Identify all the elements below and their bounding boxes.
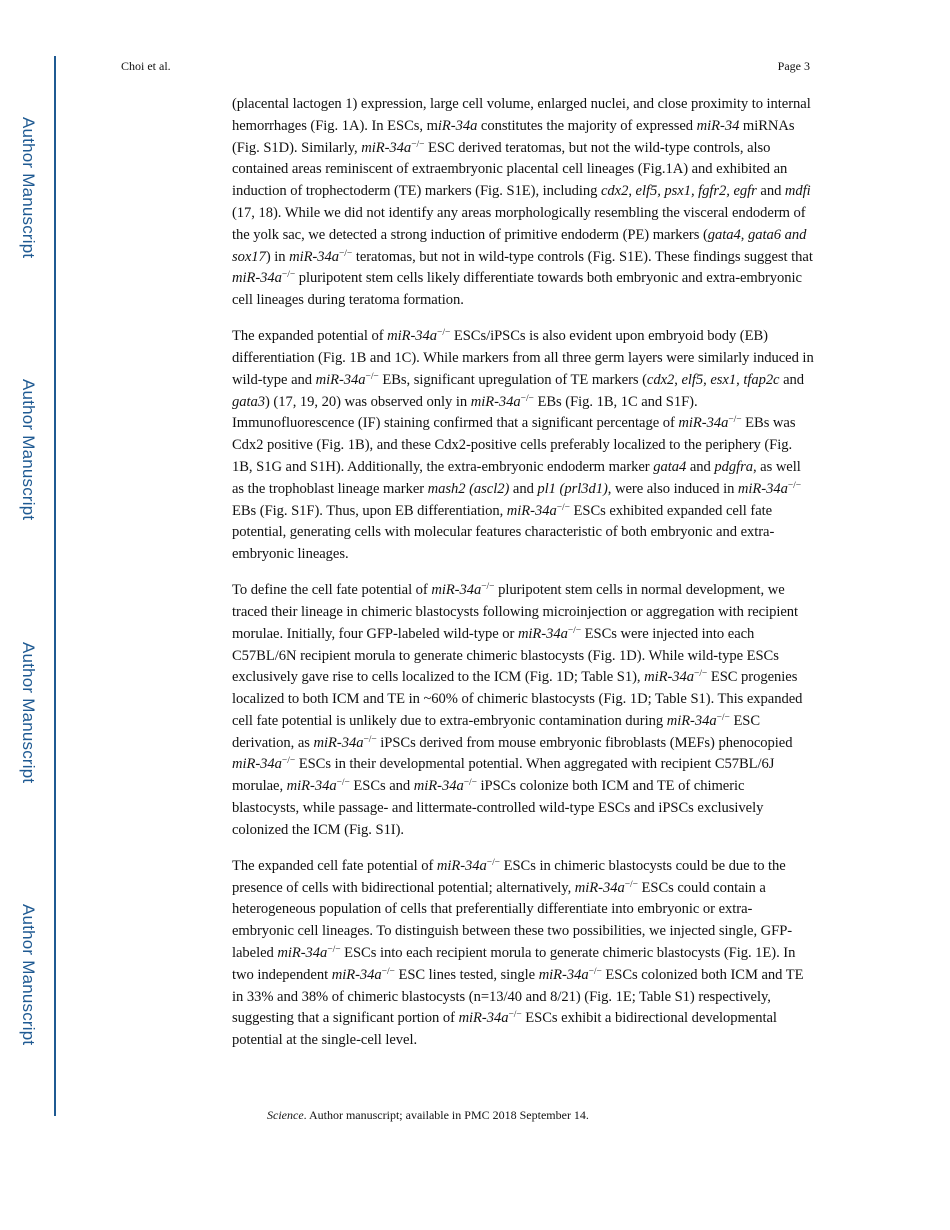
italic-term: mdfi [784,183,811,200]
italic-term: elf5 [681,371,704,388]
text-run: , [736,371,744,388]
text-run: (17, 18). While we did not identify any areas morphologically resembling the visceral endoderm of the yolk sac, we detected a strong induction of primitive endoderm (PE) markers ( [232,204,806,243]
text-run: EBs (Fig. 1B, 1C and S1F). Immunofluorescence (IF) staining confirmed that a significant percentage of [232,393,698,432]
superscript: −/− [567,625,582,636]
italic-term: cdx2 [600,183,629,200]
text-run: , were also induced in [607,480,738,497]
italic-term: miR-34a [436,857,487,874]
italic-term: miR-34a [517,625,568,642]
text-run: The expanded potential of [232,328,388,345]
italic-term: miR-34a [232,270,282,287]
italic-term: iR-34a [437,117,478,134]
text-run: iPSCs derived from mouse embryonic fibroblasts (MEFs) phenocopied [376,734,793,751]
footer-note: . Author manuscript; available in PMC 2018 September 14. [303,1108,589,1122]
text-run: ESC derivation, as [232,712,761,751]
superscript: −/− [508,1010,522,1021]
text-run: iPSCs colonize both ICM and TE of chimeric blastocysts, while passage- and littermate-controlled wild-type ESCs and iPSCs exclusively colonized the ICM (Fig. S1I). [232,778,764,838]
italic-term: miR-34a [574,879,625,896]
italic-term: miR-34a [387,328,438,345]
italic-term: miR-34a [678,415,729,432]
superscript: −/− [281,756,296,767]
italic-term: gata3 [232,393,265,410]
text-run: ESCs into each recipient morula to generate chimeric blastocysts (Fig. 1E). In two independent [232,945,796,983]
text-run: , [740,226,748,243]
superscript: −/− [728,415,742,426]
text-run: and [779,371,805,388]
superscript: −/− [281,270,296,281]
superscript: −/− [411,139,425,150]
text-run: ESC lines tested, single [394,966,539,983]
superscript: −/− [365,371,379,382]
superscript: −/− [556,502,570,513]
italic-term: miR-34a [737,480,788,497]
italic-term: pl1 (prl3d1) [537,480,608,497]
text-run: ) in [265,248,290,265]
italic-term: miR-34a [470,393,521,410]
superscript: −/− [339,248,353,259]
text-run: ESC progenies localized to both ICM and TE in ~60% of chimeric blastocysts (Fig. 1D; Table S1). This expanded cell fate potential is unlikely due to extra-embryonic contamination during [232,669,803,729]
body-text [232,94,814,1066]
text-run: , [674,371,682,388]
superscript: −/− [336,778,350,789]
italic-term: cdx2 [646,371,675,388]
text-run: pluripotent stem cells in normal development, we traced their lineage in chimeric blastocysts following microinjection or aggregation with recipient morulae. Initially, four GFP-labeled wild-type or [232,582,799,642]
superscript: −/− [624,879,638,890]
text-run: ESCs colonized both ICM and TE in 33% and 38% of chimeric blastocysts (n=13/40 and 8/21) (Fig. 1E; Table S1) respectively, suggesting that a significant portion of [232,966,804,1027]
text-run: teratomas, but not in wild-type controls (Fig. S1E). These findings suggest that [352,248,813,265]
text-run: EBs was Cdx2 positive (Fig. 1B), and these Cdx2-positive cells preferably localized to the periphery (Fig. 1B, S1G and S1H). Additionally, the extra-embryonic endoderm marker [232,415,796,475]
text-run: miRNAs (Fig. S1D). Similarly, [232,117,795,156]
text-run: , [703,371,711,388]
italic-term: miR-34a [666,712,717,729]
italic-term: miR-34a [289,248,339,265]
superscript: −/− [486,857,500,868]
superscript: −/− [463,778,477,789]
page-footer [267,1108,589,1123]
text-run: ESCs and [349,778,414,795]
text-run: ESC derived teratomas, but not the wild-type controls, also contained areas reminiscent of extraembryonic placental cell lineages (Fig.1A) and exhibited an induction of trophectoderm (TE) markers (Fig. S1E), including [232,139,788,200]
text-run: ESCs could contain a heterogeneous population of cells that preferentially differentiate into embryonic or extra-embryonic cell lineages. To distinguish between these two possibilities, we injected single, GFP-labeled [232,879,793,962]
text-run: ) (17, 19, 20) was observed only in [265,393,471,410]
page-number: Page 3 [777,59,810,73]
text-run: ESCs in their developmental potential. When aggregated with recipient C57BL/6J morulae, [232,756,775,795]
text-run: To define the cell fate potential of [232,582,432,599]
footer-journal: Science [267,1108,304,1122]
italic-term: miR-34a [331,966,382,983]
superscript: −/− [520,393,534,404]
sidebar-label-text: Author Manuscript [19,379,38,521]
italic-term: miR-34a [232,756,282,773]
italic-term: tfap2c [743,371,780,388]
author-manuscript-sidebar [0,0,56,1230]
italic-term: miR-34a [458,1010,509,1027]
text-run: , [628,183,636,200]
sidebar-label-text: Author Manuscript [19,904,38,1046]
text-run: constitutes the majority of expressed [477,117,697,134]
italic-term: gata4 [707,226,741,243]
text-run: The expanded cell fate potential of [232,857,437,874]
italic-term: pdgfra [714,458,753,475]
superscript: −/− [787,480,802,491]
superscript: −/− [694,669,708,680]
superscript: −/− [381,966,395,977]
italic-term: elf5, psx1, fgfr2, egfr [635,183,757,200]
text-run: and [756,183,785,200]
italic-term: miR-34a [315,371,366,388]
italic-term: miR-34a [538,966,589,983]
text-run: and [686,458,715,475]
italic-term: miR-34a [431,582,482,599]
superscript: −/− [716,712,730,723]
text-run: (placental lactogen 1) expression, large cell volume, enlarged nuclei, and close proximity to internal hemorrhages (Fig. 1A). In ESCs, m [232,96,811,134]
text-run: and [509,480,538,497]
text-run: ESCs exhibited expanded cell fate potential, generating cells with molecular features characteristic of both embryonic and extra-embryonic lineages. [232,502,775,563]
sidebar-rule [54,56,56,1116]
superscript: −/− [437,328,451,339]
italic-term: miR-34a [286,778,337,795]
paragraph [232,856,814,1052]
paragraph [232,580,814,842]
italic-term: esx1 [710,371,737,388]
text-run: ESCs were injected into each C57BL/6N recipient morula to generate chimeric blastocysts (Fig. 1D). While wild-type ESCs exclusively gave rise to cells localized to the ICM (Fig. 1D; Table S1), [232,625,779,686]
superscript: −/− [363,734,377,745]
italic-term: gata4 [653,458,687,475]
italic-term: miR-34a [413,778,464,795]
sidebar-label-text: Author Manuscript [19,117,38,259]
italic-term: mash2 (ascl2) [427,480,510,497]
text-run: pluripotent stem cells likely differentiate towards both embryonic and extra-embryonic cell lineages during teratoma formation. [232,270,802,309]
superscript: −/− [588,966,602,977]
text-run: ESCs in chimeric blastocysts could be due to the presence of cells with bidirectional potential; alternatively, [232,857,786,896]
italic-term: miR-34 [696,117,740,134]
paragraph [232,94,814,312]
text-run: ESCs exhibit a bidirectional developmental potential at the single-cell level. [232,1010,777,1049]
paragraph [232,326,814,566]
italic-term: miR-34a [313,734,364,751]
italic-term: miR-34a [277,945,328,962]
running-head-author: Choi et al. [121,59,171,73]
text-run: ESCs/iPSCs is also evident upon embryoid body (EB) differentiation (Fig. 1B and 1C). While markers from all three germ layers were similarly induced in wild-type and [232,328,814,388]
text-run: EBs, significant upregulation of TE markers ( [378,371,647,388]
superscript: −/− [481,582,495,593]
italic-term: gata6 and sox17 [232,226,807,265]
sidebar-label-text: Author Manuscript [19,642,38,784]
italic-term: miR-34a [506,502,557,519]
italic-term: miR-34a [361,139,412,156]
superscript: −/− [327,945,341,956]
italic-term: miR-34a [644,669,695,686]
text-run: , as well as the trophoblast lineage marker [232,458,801,497]
text-run: EBs (Fig. S1F). Thus, upon EB differentiation, [232,502,507,519]
